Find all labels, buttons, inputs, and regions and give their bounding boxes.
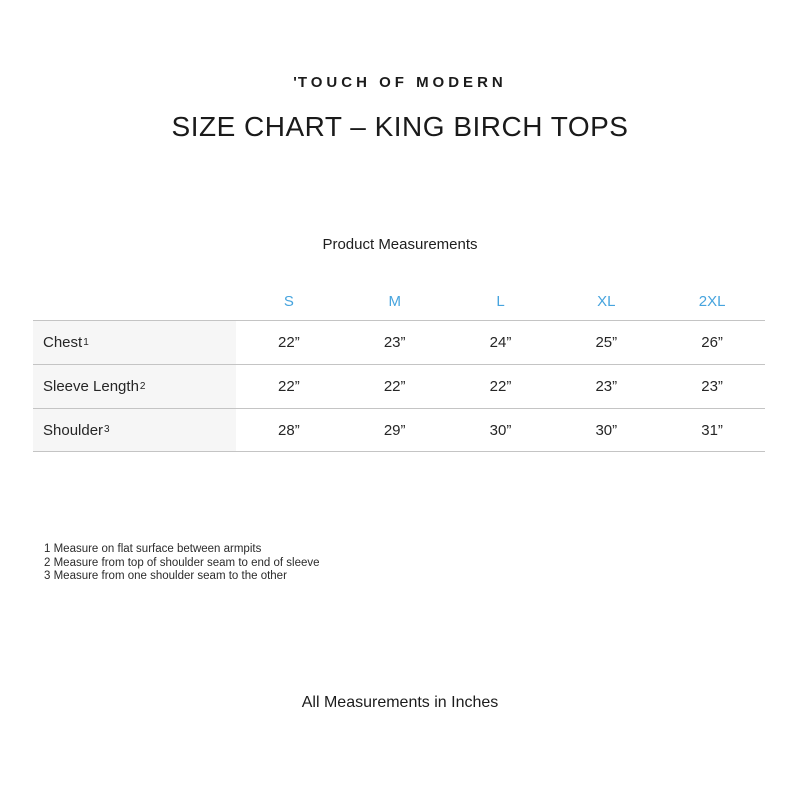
cell-sleeve-l: 22” — [489, 378, 512, 395]
cell-chest-s: 22” — [278, 334, 300, 351]
cell-shoulder-2xl: 31” — [701, 421, 723, 439]
page-title: SIZE CHART – KING BIRCH TOPS — [171, 111, 629, 142]
units-note: All Measurements in Inches — [301, 694, 499, 711]
cell-shoulder-xl: 30” — [595, 421, 618, 439]
row-label-shoulder: Shoulder 3 — [33, 409, 236, 451]
table-row-chest — [33, 320, 765, 364]
column-header-l: L — [496, 292, 505, 310]
cell-chest-xl: 25” — [595, 334, 618, 351]
brand-logo — [0, 74, 800, 91]
column-header-m: M — [388, 292, 401, 310]
row-label-sleeve-length: Sleeve Length 2 — [33, 365, 236, 408]
cell-sleeve-xl: 23” — [595, 378, 618, 395]
table-header-row — [33, 282, 765, 320]
cell-chest-2xl: 26” — [701, 334, 723, 351]
column-header-xl: XL — [597, 292, 616, 310]
table-row-sleeve-length — [33, 364, 765, 408]
cell-shoulder-m: 29” — [383, 421, 406, 439]
cell-sleeve-2xl: 23” — [701, 378, 723, 395]
table-caption: Product Measurements — [322, 236, 478, 253]
column-header-s: S — [283, 292, 294, 310]
cell-shoulder-l: 30” — [489, 421, 512, 439]
cell-sleeve-m: 22” — [383, 378, 406, 395]
row-label-text: Chest — [43, 334, 83, 351]
size-chart-table — [33, 282, 765, 452]
footnotes-block — [44, 543, 320, 584]
brand-logo-text: TOUCH OF MODERN — [297, 74, 507, 91]
table-row-shoulder — [33, 408, 765, 452]
footnote-2: 2 Measure from top of shoulder seam to end of sleeve — [44, 556, 320, 569]
cell-shoulder-s: 28” — [278, 421, 300, 439]
cell-chest-l: 24” — [489, 334, 512, 351]
column-header-2xl: 2XL — [698, 292, 726, 310]
cell-sleeve-s: 22” — [278, 378, 300, 395]
row-label-chest: Chest 1 — [33, 321, 236, 364]
cell-chest-m: 23” — [383, 334, 406, 351]
row-label-text: Shoulder — [43, 421, 104, 439]
row-label-text: Sleeve Length — [43, 378, 139, 395]
footnote-3: 3 Measure from one shoulder seam to the other — [44, 570, 287, 582]
brand-logo-mark: ' — [293, 74, 298, 91]
footnote-1: 1 Measure on flat surface between armpits — [44, 543, 262, 555]
